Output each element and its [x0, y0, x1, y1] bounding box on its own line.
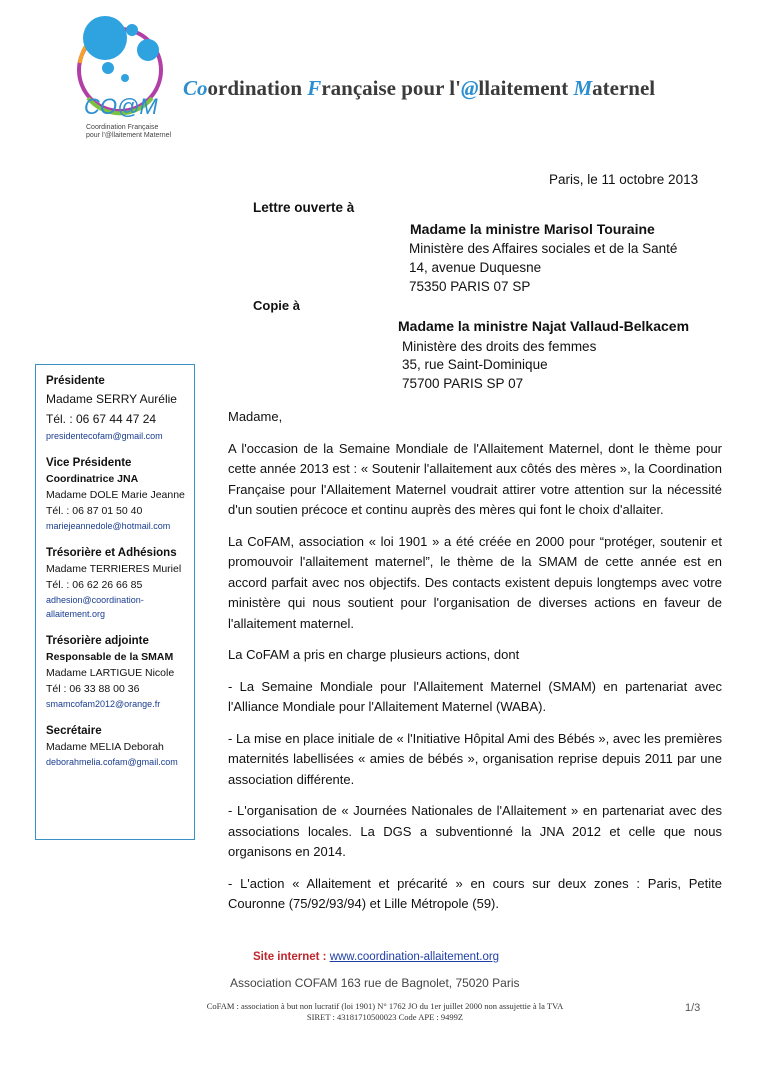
secretaire-block — [46, 723, 194, 769]
copy-line: Ministère des droits des femmes — [402, 339, 597, 354]
footer-website — [253, 951, 499, 963]
role-title: Présidente — [46, 375, 105, 387]
role-title: Vice Présidente — [46, 457, 132, 469]
member-name: Madame TERRIERES Muriel — [46, 563, 182, 575]
cofam-logo — [70, 8, 180, 143]
paragraph: - La mise en place initiale de « l'Initiative Hôpital Ami des Bébés », avec les premières maternités labellisées « amies de bébés », organisation reprise depuis 2011 par une association différente. — [228, 730, 722, 787]
title-letter: Co — [183, 76, 208, 100]
member-email[interactable]: deborahmelia.cofam@gmail.com — [46, 757, 178, 767]
legal-line: CoFAM : association à but non lucratif (loi 1901) N° 1762 JO du 1er juillet 2000 non assujettie à la TVA — [206, 1001, 564, 1011]
title-word: aternel — [592, 76, 656, 100]
presidente-block — [46, 373, 194, 443]
title-letter: @ — [460, 76, 479, 100]
paragraph: La CoFAM, association « loi 1901 » a été créée en 2000 pour “protéger, soutenir et promouvoir l'allaitement maternel”, le thème de la SMAM de cette année est en accord parfait avec nos objectifs. Des contacts existent depuis longtemps avec votre ministère qui nous soutient pour l'organisation de diverses actions en faveur de l'allaitement maternel. — [228, 533, 722, 631]
copy-line: 75700 PARIS SP 07 — [402, 376, 524, 391]
member-email[interactable]: presidentecofam@gmail.com — [46, 431, 163, 441]
addressee-line: 75350 PARIS 07 SP — [409, 279, 531, 294]
role-subtitle: Responsable de la SMAM — [46, 651, 174, 663]
title-word: rançaise pour l' — [321, 76, 461, 100]
letter-body — [228, 407, 722, 926]
member-phone: Tél. : 06 87 01 50 40 — [46, 505, 143, 517]
addressee-label: Lettre ouverte à — [253, 200, 355, 215]
footer-legal — [130, 1001, 640, 1023]
addressee-name: Madame la ministre Marisol Touraine — [410, 221, 655, 237]
member-name: Madame SERRY Aurélie — [46, 392, 177, 406]
logo-caption-line2: pour l'@llaitement Maternel — [86, 132, 172, 139]
title-word: llaitement — [478, 76, 574, 100]
site-link[interactable]: www.coordination-allaitement.org — [329, 951, 500, 963]
member-email[interactable]: adhesion@coordination- — [46, 595, 144, 605]
member-email-cont[interactable]: allaitement.org — [46, 609, 106, 619]
title-word: ordination — [207, 76, 308, 100]
tresoriere-block — [46, 545, 194, 621]
addressee-line: 14, avenue Duquesne — [409, 260, 542, 275]
member-email[interactable]: smamcofam2012@orange.fr — [46, 699, 161, 709]
page-number: 1/3 — [685, 1002, 701, 1014]
legal-line: SIRET : 43181710500023 Code APE : 9499Z — [306, 1012, 464, 1022]
member-phone: Tél. : 06 67 44 47 24 — [46, 412, 157, 426]
site-label: Site internet : — [253, 951, 327, 963]
paragraph: - L'action « Allaitement et précarité » en cours sur deux zones : Paris, Petite Couronne (75/92/93/94) et Lille Métropole (59). — [228, 875, 722, 911]
footer-address: Association COFAM 163 rue de Bagnolet, 75020 Paris — [230, 976, 520, 990]
copy-name: Madame la ministre Najat Vallaud-Belkacem — [398, 318, 690, 334]
vice-presidente-block — [46, 455, 194, 533]
logo-caption — [86, 124, 171, 140]
title-letter: M — [573, 76, 593, 100]
member-email[interactable]: mariejeannedole@hotmail.com — [46, 521, 171, 531]
salutation: Madame, — [228, 409, 283, 424]
member-name: Madame MELIA Deborah — [46, 741, 164, 753]
member-phone: Tél. : 06 62 26 66 85 — [46, 579, 143, 591]
logo-caption-line1: Coordination Française — [86, 124, 159, 131]
role-title: Trésorière et Adhésions — [46, 547, 177, 559]
tresoriere-adjointe-block — [46, 633, 194, 711]
board-members-sidebar — [35, 364, 195, 840]
addressee-line: Ministère des Affaires sociales et de la Santé — [409, 241, 678, 256]
organization-title — [183, 76, 655, 101]
copy-line: 35, rue Saint-Dominique — [402, 357, 548, 372]
title-letter: F — [307, 76, 322, 100]
role-title: Trésorière adjointe — [46, 635, 149, 647]
member-phone: Tél : 06 33 88 00 36 — [46, 683, 140, 695]
copy-label: Copie à — [253, 298, 300, 313]
paragraph: - La Semaine Mondiale pour l'Allaitement Maternel (SMAM) en partenariat avec l'Alliance Mondiale pour l'Allaitement Maternel (WABA). — [228, 678, 722, 714]
paragraph: A l'occasion de la Semaine Mondiale de l'Allaitement Maternel, dont le thème pour cette année 2013 est : « Soutenir l'allaitement aux côtés des mères », la Coordination Française pour l'Allaitement Maternel voudrait attirer votre attention sur la nécessité d'un soutien précoce et continu auprès des mères qui font le choix d'allaiter. — [228, 440, 722, 517]
role-title: Secrétaire — [46, 725, 102, 737]
paragraph: La CoFAM a pris en charge plusieurs actions, dont — [228, 647, 520, 662]
paragraph: - L'organisation de « Journées Nationales de l'Allaitement » en partenariat avec des associations locales. La DGS a subventionné la JNA 2012 et celle que nous organisons en 2014. — [228, 803, 722, 859]
member-name: Madame LARTIGUE Nicole — [46, 667, 175, 679]
letter-date: Paris, le 11 octobre 2013 — [549, 172, 699, 187]
member-name: Madame DOLE Marie Jeanne — [46, 489, 185, 501]
role-subtitle: Coordinatrice JNA — [46, 473, 139, 485]
svg-text:CO@M: CO@M — [84, 94, 158, 119]
